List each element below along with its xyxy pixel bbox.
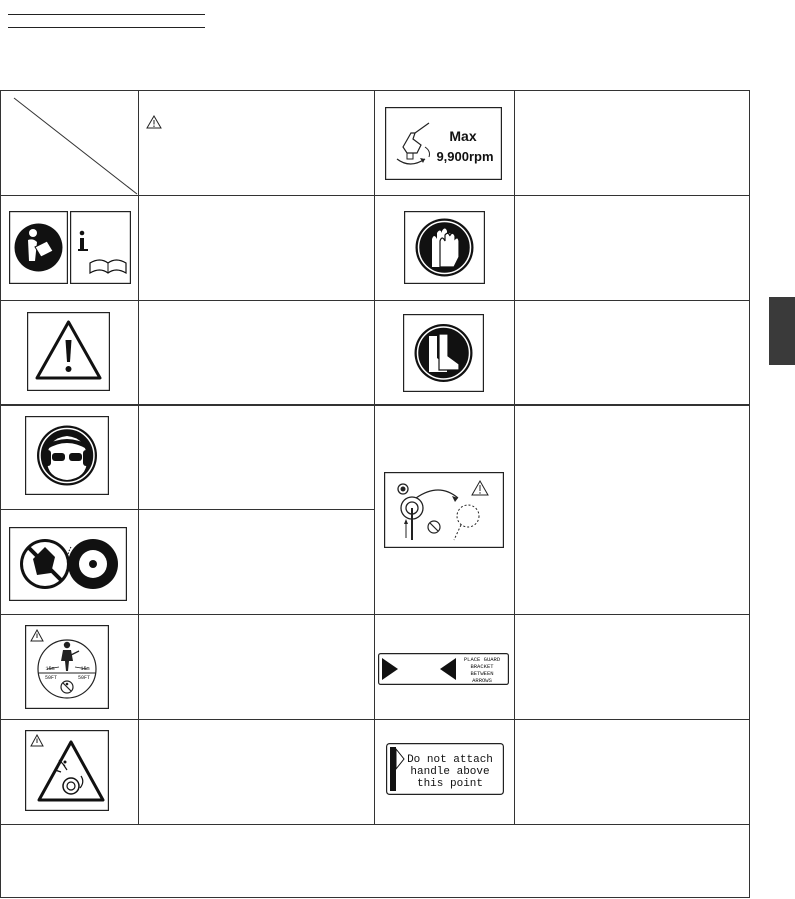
guard-bracket-line3: BETWEEN [470, 670, 494, 677]
col-divider-1 [138, 90, 139, 824]
max-rpm-label-icon [385, 107, 502, 180]
section-tab [769, 297, 795, 365]
rpm-max-text: Max [449, 128, 477, 144]
no-saw-blade-icon [9, 527, 127, 601]
read-manual-icon [9, 211, 68, 284]
keep-distance-icon [25, 625, 109, 709]
guard-bracket-line1: PLACE GUARD [463, 656, 501, 663]
handle-position-icon [386, 743, 504, 795]
row-divider-4a [0, 509, 374, 510]
distance-left-top: 15m [45, 666, 55, 672]
handle-line2: handle above [410, 766, 490, 778]
row-divider-2 [0, 300, 750, 301]
row-divider-7 [0, 824, 750, 825]
row-divider-3 [0, 404, 750, 406]
col-divider-2 [374, 90, 375, 824]
distance-left-bottom: 50FT [44, 675, 58, 681]
handle-line1: Do not attach [407, 754, 493, 766]
distance-right-top: 15m [80, 666, 90, 672]
header-rule-bottom [8, 27, 205, 28]
gloves-icon [404, 211, 485, 284]
header-rule-top [8, 14, 205, 15]
guard-bracket-line4: ARROWS [472, 677, 492, 684]
eye-ear-protection-icon [25, 416, 109, 495]
boots-icon [403, 314, 484, 392]
place-guard-bracket-icon [378, 653, 509, 685]
guard-bracket-line2: BRACKET [470, 663, 494, 670]
col-divider-3 [514, 90, 515, 824]
handle-line3: this point [416, 778, 484, 790]
distance-right-bottom: 50FT [77, 675, 91, 681]
thrown-objects-warning-icon [25, 730, 109, 811]
header-diagonal [0, 90, 138, 195]
general-warning-icon [27, 312, 110, 391]
row-divider-1 [0, 195, 750, 196]
manual-info-icon [70, 211, 131, 284]
warning-triangle-icon [146, 115, 162, 129]
blade-rotation-warning-icon [384, 472, 504, 548]
row-divider-5 [0, 614, 750, 615]
rpm-value-text: 9,900rpm [436, 149, 494, 164]
row-divider-6 [0, 719, 750, 720]
